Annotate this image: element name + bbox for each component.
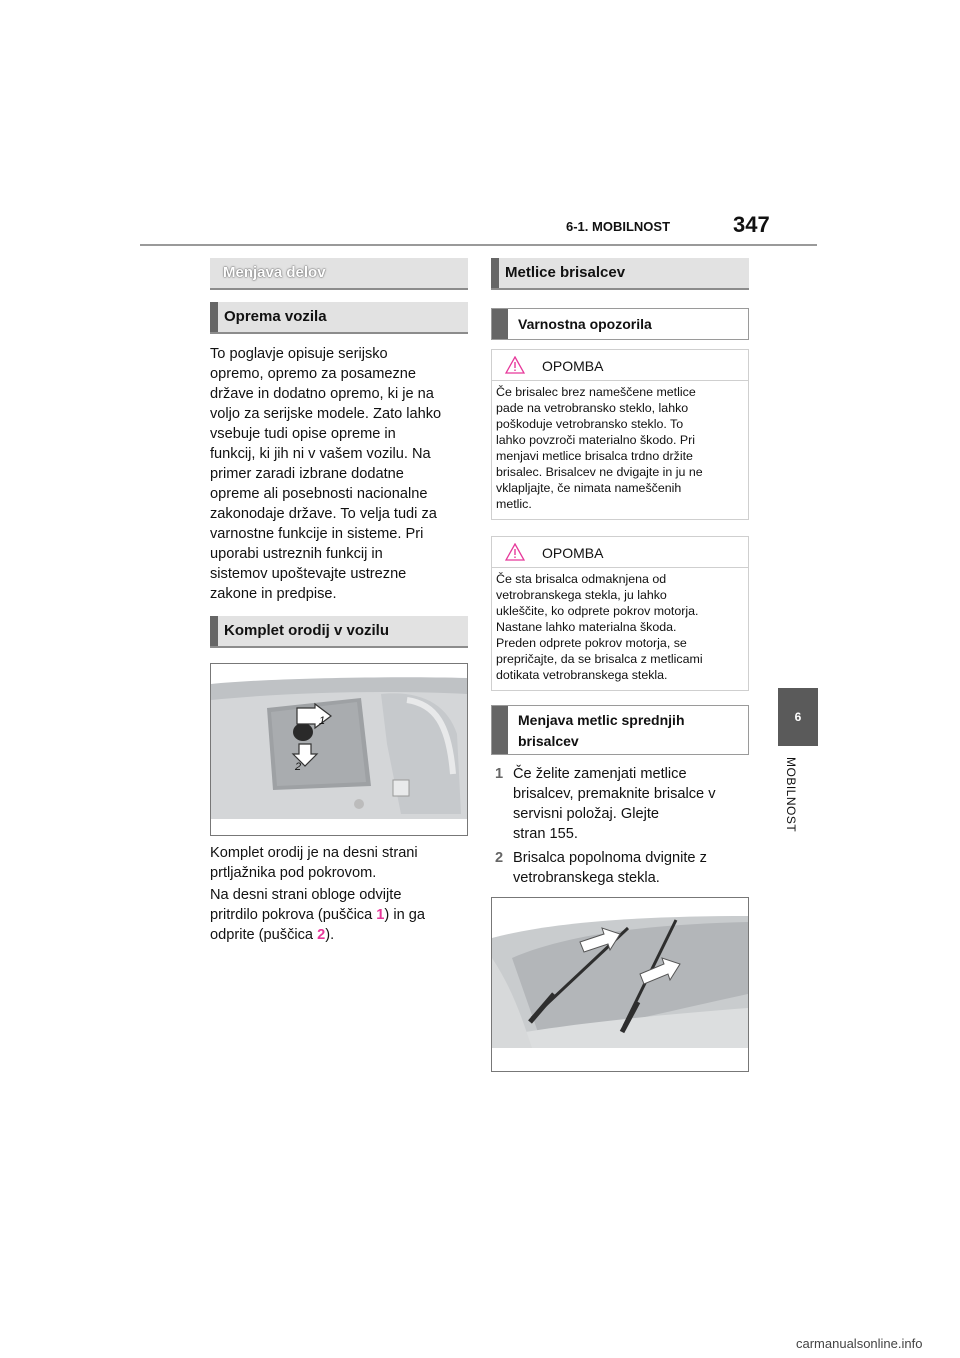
heading-wiper-blades (491, 258, 749, 290)
chapter-label: MOBILNOST (784, 757, 798, 833)
heading-toolkit (210, 616, 468, 648)
footer-watermark: carmanualsonline.info (796, 1336, 923, 1351)
paragraph-line: opreme ali posebnosti nacionalne (210, 486, 428, 502)
text-run: pritrdilo pokrova (puščica (210, 907, 377, 923)
notice-line: poškoduje vetrobransko steklo. To (496, 417, 684, 431)
paragraph-line: zakone in predpise. (210, 586, 337, 602)
paragraph-line: vsebuje tudi opise opreme in (210, 426, 396, 442)
heading-line: brisalcev (518, 733, 579, 749)
paragraph-line: sistemov upoštevajte ustrezne (210, 566, 407, 582)
paragraph-line: To poglavje opisuje serijsko (210, 346, 388, 362)
paragraph-line (210, 925, 470, 945)
step-line: Če želite zamenjati metlice (513, 766, 687, 782)
notice-text (492, 381, 748, 512)
notice-line: metlic. (496, 497, 532, 511)
heading-safety-warnings-text: Varnostna opozorila (518, 316, 652, 332)
wiper-figure (491, 897, 749, 1072)
figure-label-2: 2 (295, 761, 302, 773)
heading-parts-replacement-text: Menjava delov (223, 264, 326, 281)
heading-safety-warnings (491, 308, 749, 340)
paragraph-line: Komplet orodij je na desni strani (210, 845, 418, 861)
notice-line: dotikata vetrobranskega stekla. (496, 668, 668, 682)
notice-title: OPOMBA (542, 545, 604, 561)
notice-line: lahko povzroči materialno škodo. Pri (496, 433, 696, 447)
step-line: brisalcev, premaknite brisalce v (513, 786, 716, 802)
arrow-ref-1: 1 (376, 907, 385, 923)
notice-line: vklapljajte, če nimata nameščenih (496, 481, 682, 495)
arrow-ref-2: 2 (317, 927, 326, 943)
paragraph-line: varnostne funkcije in sisteme. Pri (210, 526, 424, 542)
step-line: Brisalca popolnoma dvignite z (513, 850, 707, 866)
toolkit-location-text (210, 843, 470, 883)
trunk-illustration (211, 664, 467, 835)
page-number: 347 (733, 212, 770, 237)
toolkit-open-text (210, 885, 470, 945)
notice-line: Če sta brisalca odmaknjena od (496, 572, 667, 586)
heading-line: Menjava metlic sprednjih (518, 712, 685, 728)
trunk-toolkit-figure (210, 663, 468, 836)
paragraph-line: zakonodaje države. To velja tudi za (210, 506, 437, 522)
notice-title-bar (492, 537, 748, 568)
notice-line: Če brisalec brez nameščene metlice (496, 385, 696, 399)
heading-replace-front-wipers (491, 705, 749, 755)
notice-box-2 (491, 536, 749, 691)
paragraph-line: Na desni strani obloge odvijte (210, 887, 402, 903)
step-2 (495, 848, 755, 888)
step-text (505, 848, 707, 888)
warning-triangle-icon (505, 356, 525, 374)
step-line: vetrobranskega stekla. (513, 870, 660, 886)
paragraph-line: primer zaradi izbrane dodatne (210, 466, 404, 482)
equipment-paragraph (210, 344, 470, 604)
step-row (495, 764, 755, 844)
heading-wiper-blades-text: Metlice brisalcev (505, 264, 626, 281)
notice-line: Nastane lahko materialna škoda. (496, 620, 677, 634)
notice-line: menjavi metlice brisalca trdno držite (496, 449, 693, 463)
step-line: servisni položaj. Glejte (513, 806, 660, 822)
notice-line: Preden odprete pokrov motorja, se (496, 636, 687, 650)
paragraph-line: funkcij, ki jih ni v vašem vozilu. Na (210, 446, 431, 462)
heading-equipment (210, 302, 468, 334)
paragraph-line (210, 905, 470, 925)
step-row (495, 848, 755, 888)
paragraph-line: opremo, opremo za posamezne (210, 366, 417, 382)
notice-line: brisalec. Brisalcev ne dvigajte in ju ne (496, 465, 703, 479)
notice-line: pade na vetrobransko steklo, lahko (496, 401, 689, 415)
chapter-tab: 6 (778, 688, 818, 746)
step-number: 1 (495, 766, 504, 782)
paragraph-line: države in dodatno opremo, ki je na (210, 386, 434, 402)
text-run: ). (325, 927, 335, 943)
heading-parts-replacement (210, 258, 468, 290)
paragraph-line: voljo za serijske modele. Zato lahko (210, 406, 442, 422)
notice-title: OPOMBA (542, 358, 604, 374)
notice-text (492, 568, 748, 683)
text-run: ) in ga (384, 907, 425, 923)
figure-label-1: 1 (319, 715, 326, 727)
heading-equipment-text: Oprema vozila (224, 308, 327, 325)
section-title: 6-1. MOBILNOST (566, 219, 671, 234)
step-line: stran 155. (513, 826, 578, 842)
step-1 (495, 764, 755, 844)
step-text (505, 764, 716, 844)
notice-line: ukleščite, ko odprete pokrov motorja. (496, 604, 699, 618)
notice-title-bar (492, 350, 748, 381)
notice-box-1 (491, 349, 749, 520)
header-rule (140, 244, 817, 246)
paragraph-line: prtljažnika pod pokrovom. (210, 865, 377, 881)
warning-triangle-icon (505, 543, 525, 561)
wiper-illustration (492, 898, 748, 1071)
paragraph-line: uporabi ustreznih funkcij in (210, 546, 383, 562)
notice-line: vetrobranskega stekla, ju lahko (496, 588, 667, 602)
text-run: odprite (puščica (210, 927, 318, 943)
notice-line: prepričajte, da se brisalca z metlicami (496, 652, 703, 666)
heading-toolkit-text: Komplet orodij v vozilu (224, 622, 390, 639)
step-number: 2 (495, 850, 504, 866)
